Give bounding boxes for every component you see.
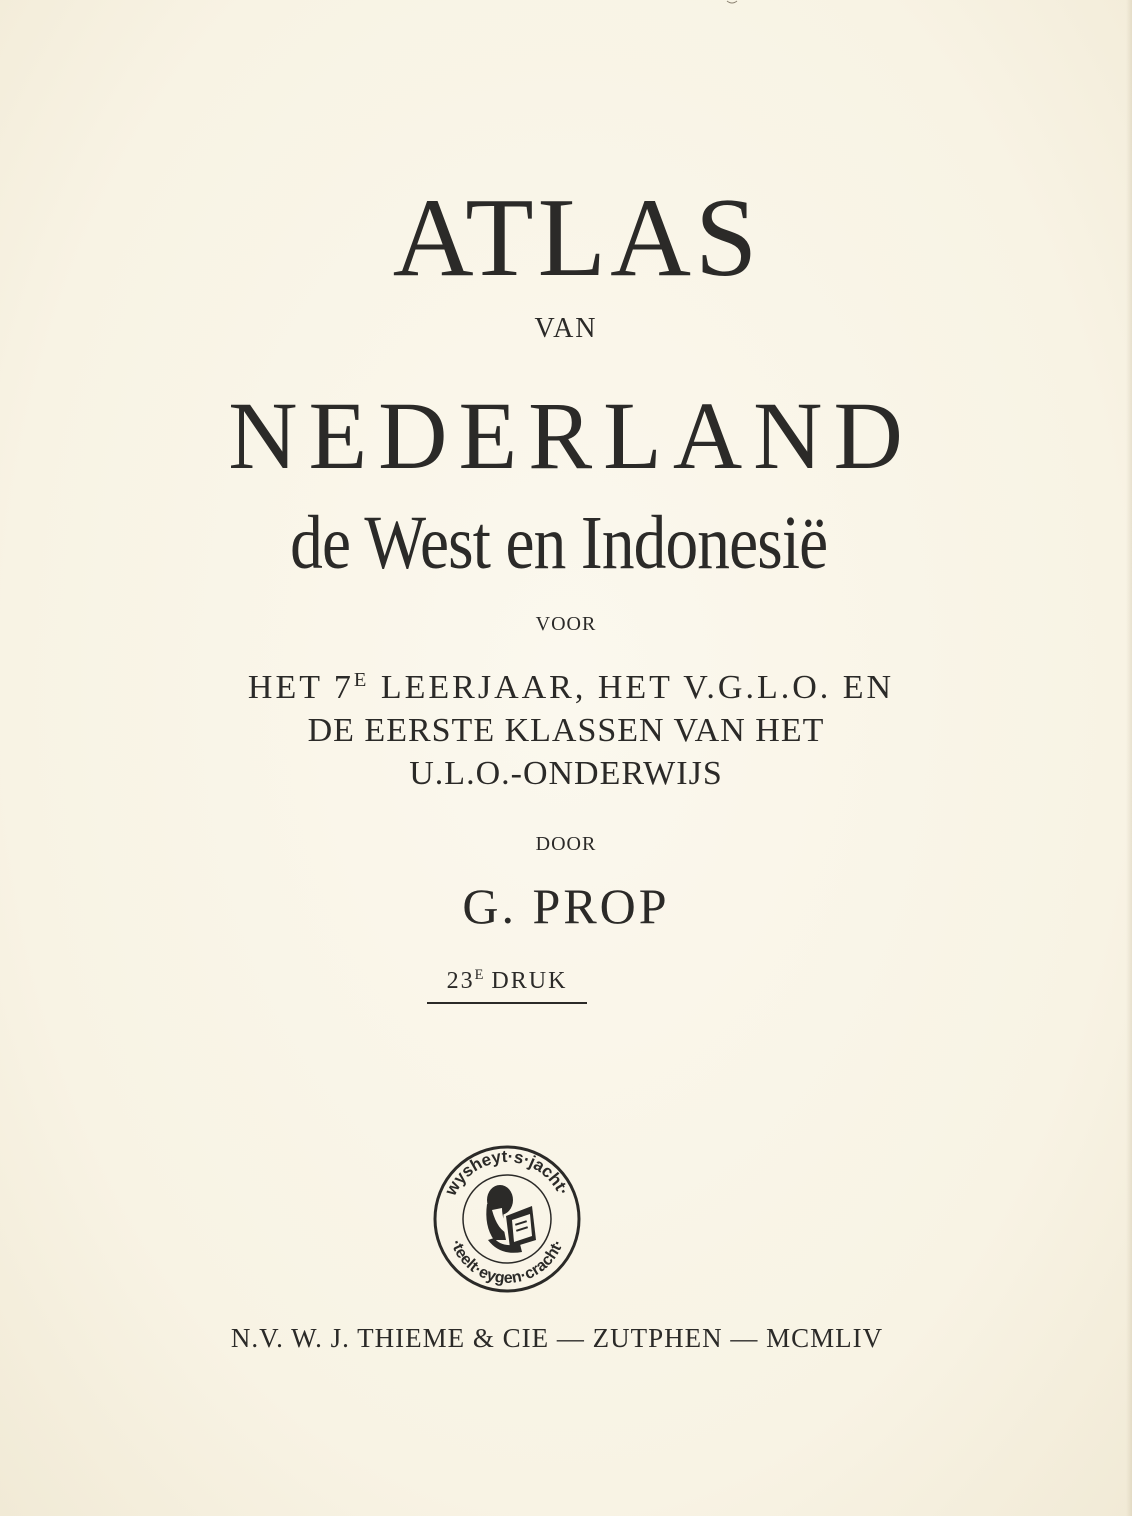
edition-sup: E — [474, 967, 484, 984]
publisher-emblem-icon — [432, 1144, 582, 1294]
scholar-figure — [486, 1185, 536, 1253]
title-atlas: ATLAS — [392, 176, 762, 300]
edition-number: 23 — [446, 968, 475, 994]
pencil-mark-icon — [726, 0, 738, 6]
emblem-text-bottom: ·teelt·eygen·cracht· — [446, 1237, 568, 1288]
subtitle-line-3: U.L.O.-ONDERWIJS — [409, 755, 723, 792]
subtitle-line-1-b: LEERJAAR, HET V.G.L.O. EN — [369, 669, 895, 706]
subtitle-line-1-sup: E — [353, 668, 370, 691]
subtitle-line-1-a: HET 7 — [247, 669, 354, 706]
for-label: VOOR — [535, 613, 597, 635]
by-label: DOOR — [535, 833, 597, 855]
title-west-indonesie: de West en Indonesië — [290, 501, 828, 585]
edition-text: DRUK — [483, 968, 568, 994]
author-name: G. PROP — [462, 878, 670, 934]
subtitle-line-2: DE EERSTE KLASSEN VAN HET — [307, 712, 825, 749]
publisher-imprint: N.V. W. J. THIEME & CIE — ZUTPHEN — MCMLIV — [230, 1323, 884, 1353]
emblem-text-top: wysheyt·s·jacht· — [441, 1146, 574, 1199]
title-nederland: NEDERLAND — [228, 382, 914, 489]
title-van: VAN — [534, 313, 598, 344]
edition-label — [427, 966, 587, 1004]
subtitle-line-1 — [5, 668, 1132, 712]
